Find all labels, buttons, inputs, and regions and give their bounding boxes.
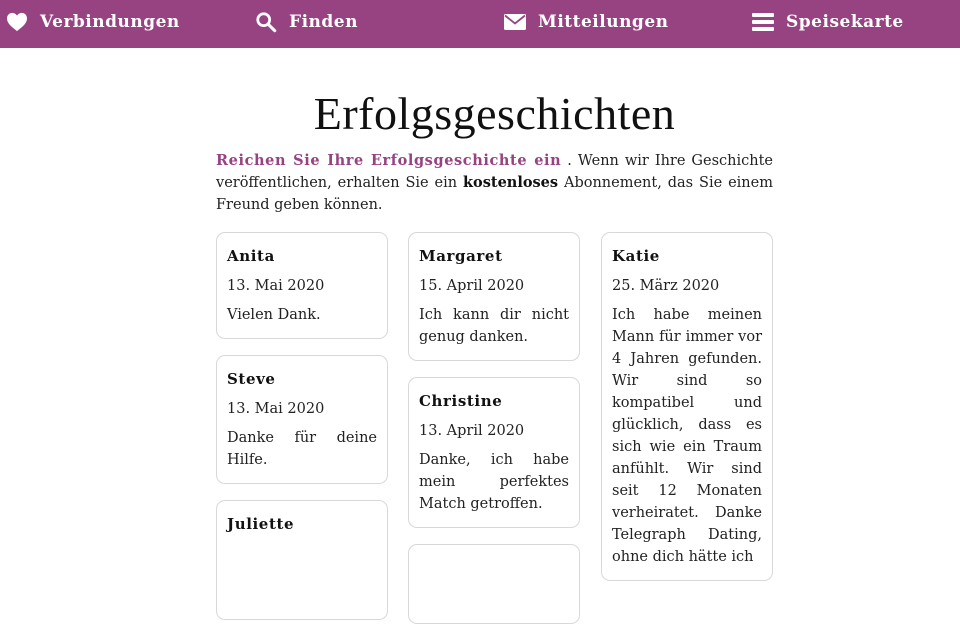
story-text: Ich habe meinen Mann für immer vor 4 Jahren gefunden. Wir sind so kompatibel und glücklich, dass es sich wie ein Traum anfühlt. Wir sind seit 12 Monaten verheiratet. Danke Telegraph Dating, ohne dich hätte ich: [612, 307, 762, 565]
story-date: 15. April 2020: [419, 278, 525, 294]
nav-item-finden[interactable]: [255, 0, 358, 44]
nav-label-speisekarte: Speisekarte: [786, 12, 904, 32]
stories-column-2: [408, 232, 580, 640]
story-date: 13. Mai 2020: [227, 401, 325, 417]
story-card: [601, 232, 773, 581]
nav-item-mitteilungen[interactable]: [504, 0, 669, 44]
story-date: 13. Mai 2020: [227, 278, 325, 294]
story-card: [408, 232, 580, 361]
story-text: Vielen Dank.: [227, 307, 321, 323]
nav-label-finden: Finden: [289, 12, 358, 32]
story-name: Juliette: [227, 515, 295, 533]
story-name: Anita: [227, 247, 275, 265]
intro-text-part-2: Abonnement, das Sie einem Freund geben können.: [216, 175, 773, 213]
nav-item-verbindungen[interactable]: [6, 0, 180, 44]
page-title: Erfolgsgeschichten: [313, 88, 676, 139]
heart-icon: [6, 11, 28, 33]
submit-story-link[interactable]: Reichen Sie Ihre Erfolgsgeschichte ein: [216, 152, 562, 169]
nav-label-mitteilungen: Mitteilungen: [538, 12, 669, 32]
story-card: [216, 500, 388, 620]
menu-icon: [752, 11, 774, 33]
main-content: [216, 48, 774, 565]
search-icon: [255, 11, 277, 33]
envelope-icon: [504, 11, 526, 33]
story-name: Margaret: [419, 247, 503, 265]
intro-bold-free: kostenloses: [462, 174, 559, 191]
story-name: Katie: [612, 247, 660, 265]
story-date: 13. April 2020: [419, 423, 525, 439]
stories-column-3: [601, 232, 773, 597]
intro-text-part-1: . Wenn wir Ihre Geschichte veröffentlichen, erhalten Sie ein: [216, 153, 774, 191]
intro-paragraph: [216, 150, 773, 216]
story-card: [408, 377, 580, 528]
story-card: [216, 355, 388, 484]
story-name: Christine: [419, 392, 503, 410]
nav-label-verbindungen: Verbindungen: [40, 12, 180, 32]
story-text: Ich kann dir nicht genug danken.: [419, 307, 569, 345]
story-date: 25. März 2020: [612, 278, 720, 294]
story-text: Danke für deine Hilfe.: [227, 430, 377, 468]
story-card: [216, 232, 388, 339]
nav-item-speisekarte[interactable]: [752, 0, 904, 44]
story-text: Danke, ich habe mein perfektes Match getroffen.: [419, 452, 569, 512]
story-name: Steve: [227, 370, 276, 388]
top-navigation-bar: [0, 0, 960, 48]
stories-column-1: [216, 232, 388, 636]
story-card: [408, 544, 580, 624]
